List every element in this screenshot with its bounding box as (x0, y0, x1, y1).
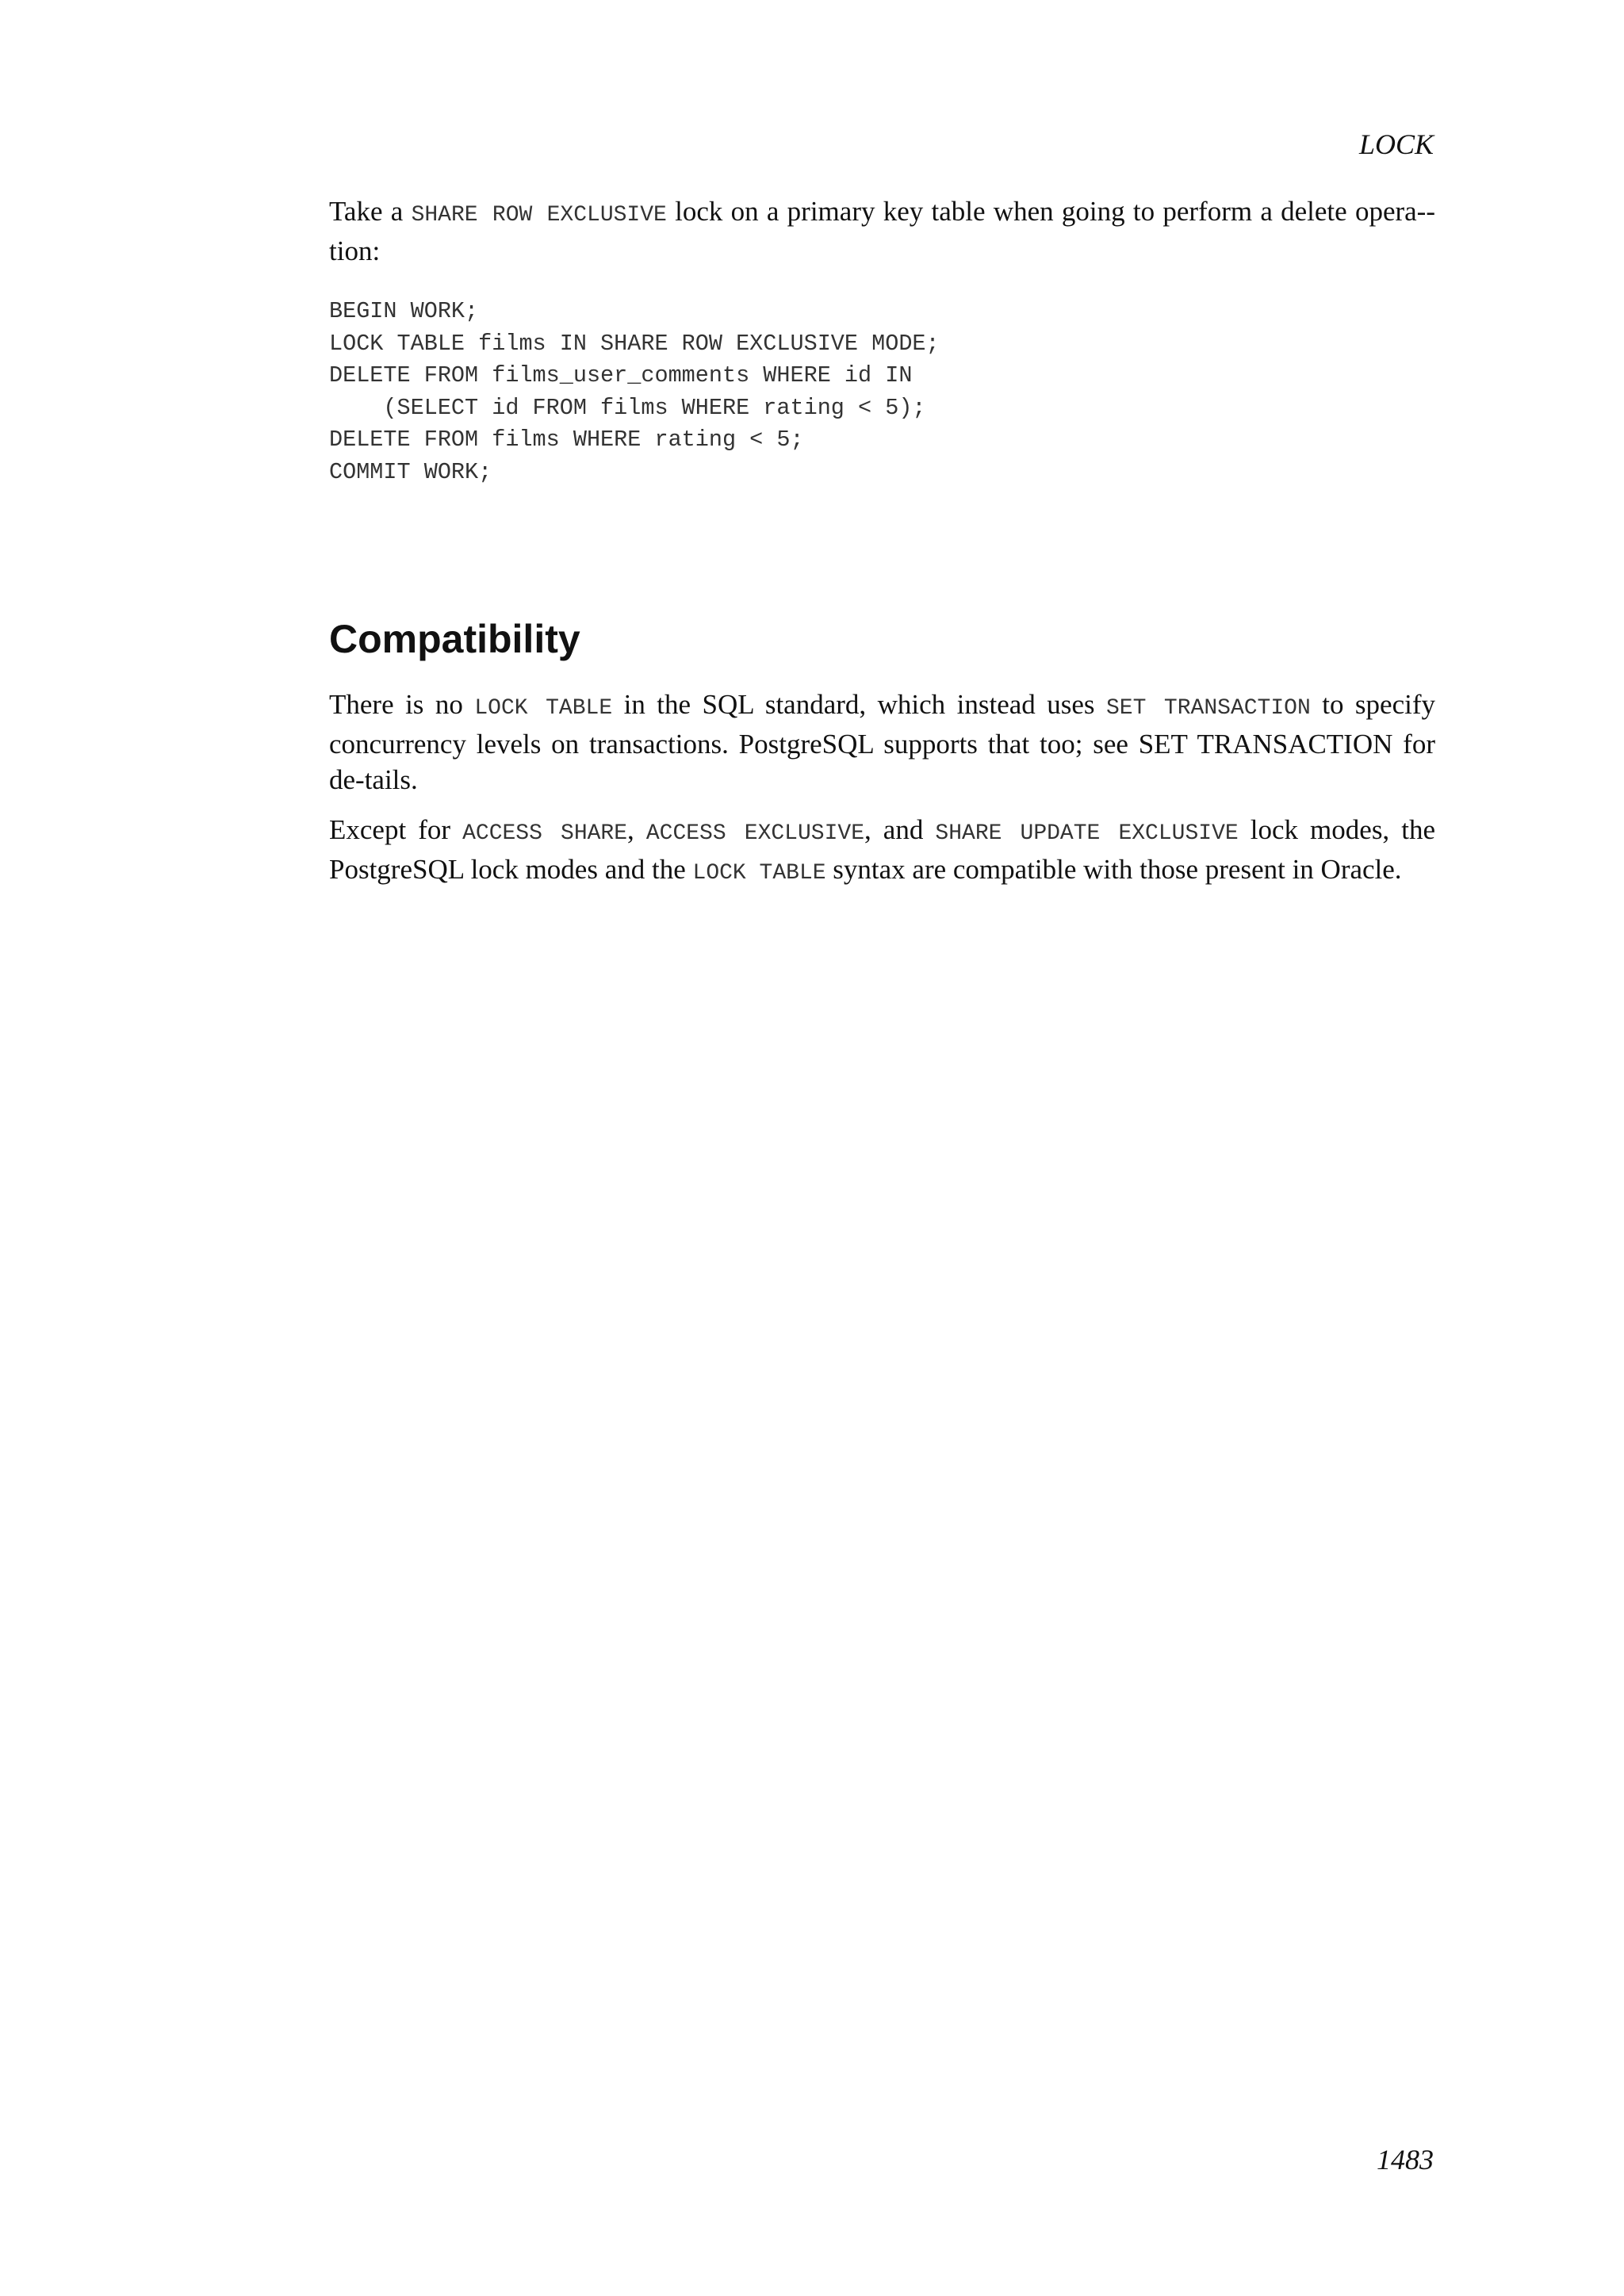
text-run: to specify concurrency levels on transactions. PostgreSQL supports that too; see SET TRANSACTION for de-tails. (329, 689, 1436, 795)
code-line: DELETE FROM films WHERE rating < 5; (329, 427, 804, 453)
inline-code: LOCK TABLE (692, 861, 826, 886)
page-number: 1483 (1377, 2144, 1434, 2175)
code-line: DELETE FROM films_user_comments WHERE id IN (329, 362, 913, 388)
text-run: Except for (329, 814, 463, 845)
text-run: lock on a primary key table when going to perform a delete opera-tion: (329, 196, 1435, 266)
running-header: LOCK (1358, 128, 1434, 160)
code-block (329, 296, 1435, 488)
example-intro-paragraph (329, 193, 1435, 269)
code-line: (SELECT id FROM films WHERE rating < 5); (329, 394, 926, 421)
compatibility-paragraph-1 (329, 687, 1435, 798)
compatibility-paragraph-2 (329, 812, 1435, 891)
text-run: , (627, 814, 646, 845)
code-line: BEGIN WORK; (329, 298, 479, 324)
inline-code: ACCESS SHARE (462, 821, 628, 846)
text-run: syntax are compatible with those present in Oracle. (825, 854, 1402, 885)
text-run: Take a (329, 196, 412, 227)
inline-code: SHARE ROW EXCLUSIVE (411, 203, 667, 228)
text-run: , and (864, 814, 936, 845)
text-run: There is no (329, 689, 475, 720)
text-run: in the SQL standard, which instead uses (612, 689, 1106, 720)
page-content (329, 193, 1435, 905)
text-run: lock modes, the PostgreSQL lock modes and the (329, 814, 1435, 885)
code-line: COMMIT WORK; (329, 458, 492, 485)
inline-code: SHARE UPDATE EXCLUSIVE (935, 821, 1239, 846)
compatibility-heading: Compatibility (329, 617, 580, 661)
inline-code: ACCESS EXCLUSIVE (645, 821, 864, 846)
code-line: LOCK TABLE films IN SHARE ROW EXCLUSIVE MODE; (329, 330, 940, 357)
inline-code: LOCK TABLE (474, 696, 613, 721)
inline-code: SET TRANSACTION (1106, 696, 1311, 721)
